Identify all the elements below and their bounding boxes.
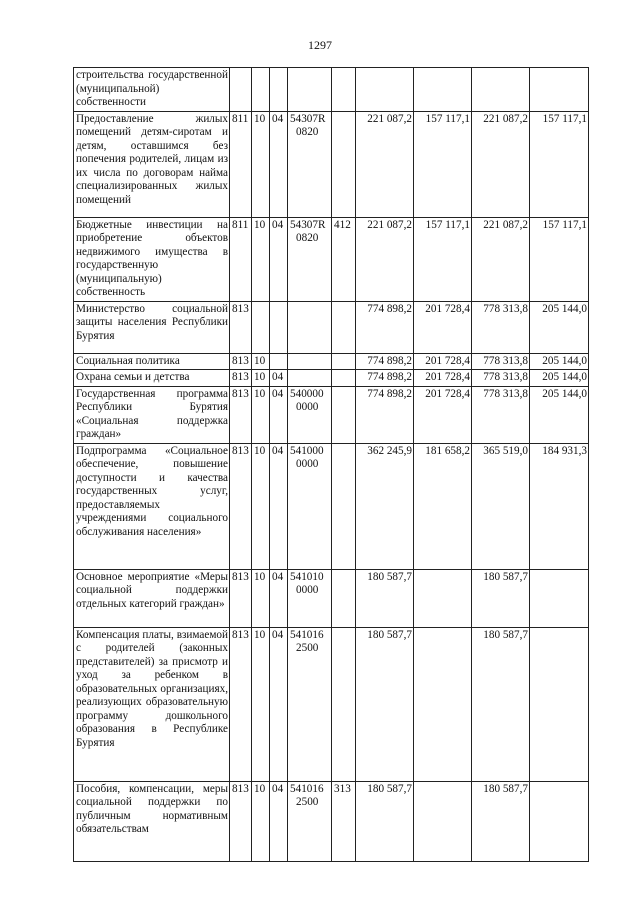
row-expense-type-code (332, 443, 356, 569)
table-row (74, 301, 589, 353)
row-amount-1: 180 587,7 (356, 781, 414, 861)
row-amount-1: 221 087,2 (356, 217, 414, 301)
row-expense-type-code (332, 627, 356, 781)
budget-table (73, 67, 589, 862)
table-row (74, 627, 589, 781)
row-target-code-part-1: 541016 (290, 782, 324, 795)
row-target-code (288, 781, 332, 861)
row-amount-2 (414, 781, 472, 861)
row-gr-code: 813 (230, 443, 252, 569)
row-amount-1: 774 898,2 (356, 370, 414, 387)
row-expense-type-code (332, 111, 356, 217)
table-row (74, 68, 589, 112)
row-target-code (288, 217, 332, 301)
row-section-code: 10 (252, 781, 270, 861)
row-target-code (288, 370, 332, 387)
row-amount-2 (414, 569, 472, 627)
row-gr-code: 813 (230, 301, 252, 353)
row-amount-1: 180 587,7 (356, 569, 414, 627)
row-gr-code: 813 (230, 370, 252, 387)
row-subsection-code: 04 (270, 781, 288, 861)
row-target-code-part-1: 540000 (290, 387, 324, 400)
row-gr-code (230, 68, 252, 112)
row-target-code (288, 68, 332, 112)
row-section-code: 10 (252, 353, 270, 370)
row-gr-code: 811 (230, 111, 252, 217)
row-amount-3 (472, 68, 530, 112)
row-expense-type-code (332, 353, 356, 370)
table-row (74, 386, 589, 443)
row-amount-3: 180 587,7 (472, 781, 530, 861)
row-section-code: 10 (252, 111, 270, 217)
row-amount-1: 180 587,7 (356, 627, 414, 781)
row-amount-4 (530, 68, 589, 112)
row-amount-4: 205 144,0 (530, 353, 589, 370)
row-amount-3: 221 087,2 (472, 217, 530, 301)
row-target-code-part-1: 54307R (290, 218, 326, 231)
row-expense-type-code (332, 301, 356, 353)
row-expense-type-code (332, 386, 356, 443)
row-target-code-part-1: 541000 (290, 444, 324, 457)
row-section-code: 10 (252, 370, 270, 387)
row-amount-1 (356, 68, 414, 112)
row-name: Государственная программа Республики Бурятия «Социальная поддержка граждан» (74, 386, 230, 443)
row-gr-code: 813 (230, 627, 252, 781)
row-target-code-part-2: 0820 (296, 232, 319, 244)
row-subsection-code (270, 68, 288, 112)
row-name: Подпрограмма «Социальное обеспечение, повышение доступности и качества государственных услуг, предоставляемых учреждениями социального обслуживания населения» (74, 443, 230, 569)
row-expense-type-code (332, 370, 356, 387)
row-amount-4 (530, 781, 589, 861)
row-target-code-part-1: 541010 (290, 570, 324, 583)
row-section-code: 10 (252, 443, 270, 569)
table-row (74, 569, 589, 627)
row-name: Охрана семьи и детства (74, 370, 230, 387)
row-subsection-code: 04 (270, 370, 288, 387)
row-gr-code: 813 (230, 781, 252, 861)
row-subsection-code: 04 (270, 627, 288, 781)
row-gr-code: 813 (230, 386, 252, 443)
row-target-code (288, 301, 332, 353)
row-amount-1: 774 898,2 (356, 301, 414, 353)
row-expense-type-code: 313 (332, 781, 356, 861)
row-amount-3: 778 313,8 (472, 386, 530, 443)
row-subsection-code: 04 (270, 443, 288, 569)
row-subsection-code: 04 (270, 386, 288, 443)
row-target-code (288, 627, 332, 781)
row-target-code (288, 353, 332, 370)
row-amount-1: 221 087,2 (356, 111, 414, 217)
table-row (74, 353, 589, 370)
row-target-code (288, 443, 332, 569)
row-amount-4: 205 144,0 (530, 301, 589, 353)
row-amount-4: 157 117,1 (530, 217, 589, 301)
row-amount-3: 778 313,8 (472, 370, 530, 387)
row-amount-3: 180 587,7 (472, 569, 530, 627)
row-gr-code: 811 (230, 217, 252, 301)
row-subsection-code: 04 (270, 569, 288, 627)
row-name: Социальная политика (74, 353, 230, 370)
row-subsection-code (270, 353, 288, 370)
row-expense-type-code: 412 (332, 217, 356, 301)
row-target-code-part-2: 0000 (296, 458, 319, 470)
row-section-code: 10 (252, 386, 270, 443)
row-amount-4 (530, 627, 589, 781)
row-target-code-part-2: 2500 (296, 796, 319, 808)
page-number: 1297 (308, 38, 332, 52)
row-subsection-code (270, 301, 288, 353)
row-subsection-code: 04 (270, 111, 288, 217)
row-name: Предоставление жилых помещений детям-сиротам и детям, оставшимся без попечения родителей, лицам из их числа по договорам найма специализированных жилых помещений (74, 111, 230, 217)
row-amount-2: 181 658,2 (414, 443, 472, 569)
row-section-code: 10 (252, 217, 270, 301)
row-amount-3: 180 587,7 (472, 627, 530, 781)
row-gr-code: 813 (230, 569, 252, 627)
row-amount-4: 157 117,1 (530, 111, 589, 217)
row-amount-3: 365 519,0 (472, 443, 530, 569)
row-amount-4: 205 144,0 (530, 386, 589, 443)
row-name: строительства государственной (муниципальной) собственности (74, 68, 230, 112)
row-section-code: 10 (252, 627, 270, 781)
row-section-code: 10 (252, 569, 270, 627)
row-amount-2: 157 117,1 (414, 111, 472, 217)
table-row (74, 370, 589, 387)
row-target-code-part-2: 0000 (296, 584, 319, 596)
row-target-code (288, 386, 332, 443)
row-target-code-part-2: 0000 (296, 401, 319, 413)
row-amount-1: 774 898,2 (356, 386, 414, 443)
row-amount-2 (414, 627, 472, 781)
table-row (74, 781, 589, 861)
row-amount-4 (530, 569, 589, 627)
row-section-code (252, 68, 270, 112)
row-gr-code: 813 (230, 353, 252, 370)
row-amount-3: 221 087,2 (472, 111, 530, 217)
row-target-code-part-2: 0820 (296, 126, 319, 138)
row-name: Компенсация платы, взимаемой с родителей (законных представителей) за присмотр и уход за ребенком в образовательных организациях, реализующих образовательную программу дошкольного образования в Республике Бурятия (74, 627, 230, 781)
row-target-code-part-1: 541016 (290, 628, 324, 641)
row-name: Министерство социальной защиты населения Республики Бурятия (74, 301, 230, 353)
row-expense-type-code (332, 569, 356, 627)
row-target-code (288, 569, 332, 627)
table-row (74, 217, 589, 301)
row-amount-2: 201 728,4 (414, 353, 472, 370)
row-target-code-part-2: 2500 (296, 642, 319, 654)
row-amount-3: 778 313,8 (472, 301, 530, 353)
table-row (74, 111, 589, 217)
row-target-code-part-1: 54307R (290, 112, 326, 125)
row-amount-2: 157 117,1 (414, 217, 472, 301)
row-amount-3: 778 313,8 (472, 353, 530, 370)
row-amount-2: 201 728,4 (414, 301, 472, 353)
row-amount-2: 201 728,4 (414, 370, 472, 387)
row-target-code (288, 111, 332, 217)
row-name: Пособия, компенсации, меры социальной поддержки по публичным нормативным обязательствам (74, 781, 230, 861)
row-amount-1: 774 898,2 (356, 353, 414, 370)
row-name: Основное мероприятие «Меры социальной поддержки отдельных категорий граждан» (74, 569, 230, 627)
row-subsection-code: 04 (270, 217, 288, 301)
row-section-code (252, 301, 270, 353)
row-amount-2 (414, 68, 472, 112)
row-amount-2: 201 728,4 (414, 386, 472, 443)
row-amount-4: 205 144,0 (530, 370, 589, 387)
row-expense-type-code (332, 68, 356, 112)
row-amount-1: 362 245,9 (356, 443, 414, 569)
row-name: Бюджетные инвестиции на приобретение объектов недвижимого имущества в государственную (муниципальную) собственность (74, 217, 230, 301)
row-amount-4: 184 931,3 (530, 443, 589, 569)
table-row (74, 443, 589, 569)
